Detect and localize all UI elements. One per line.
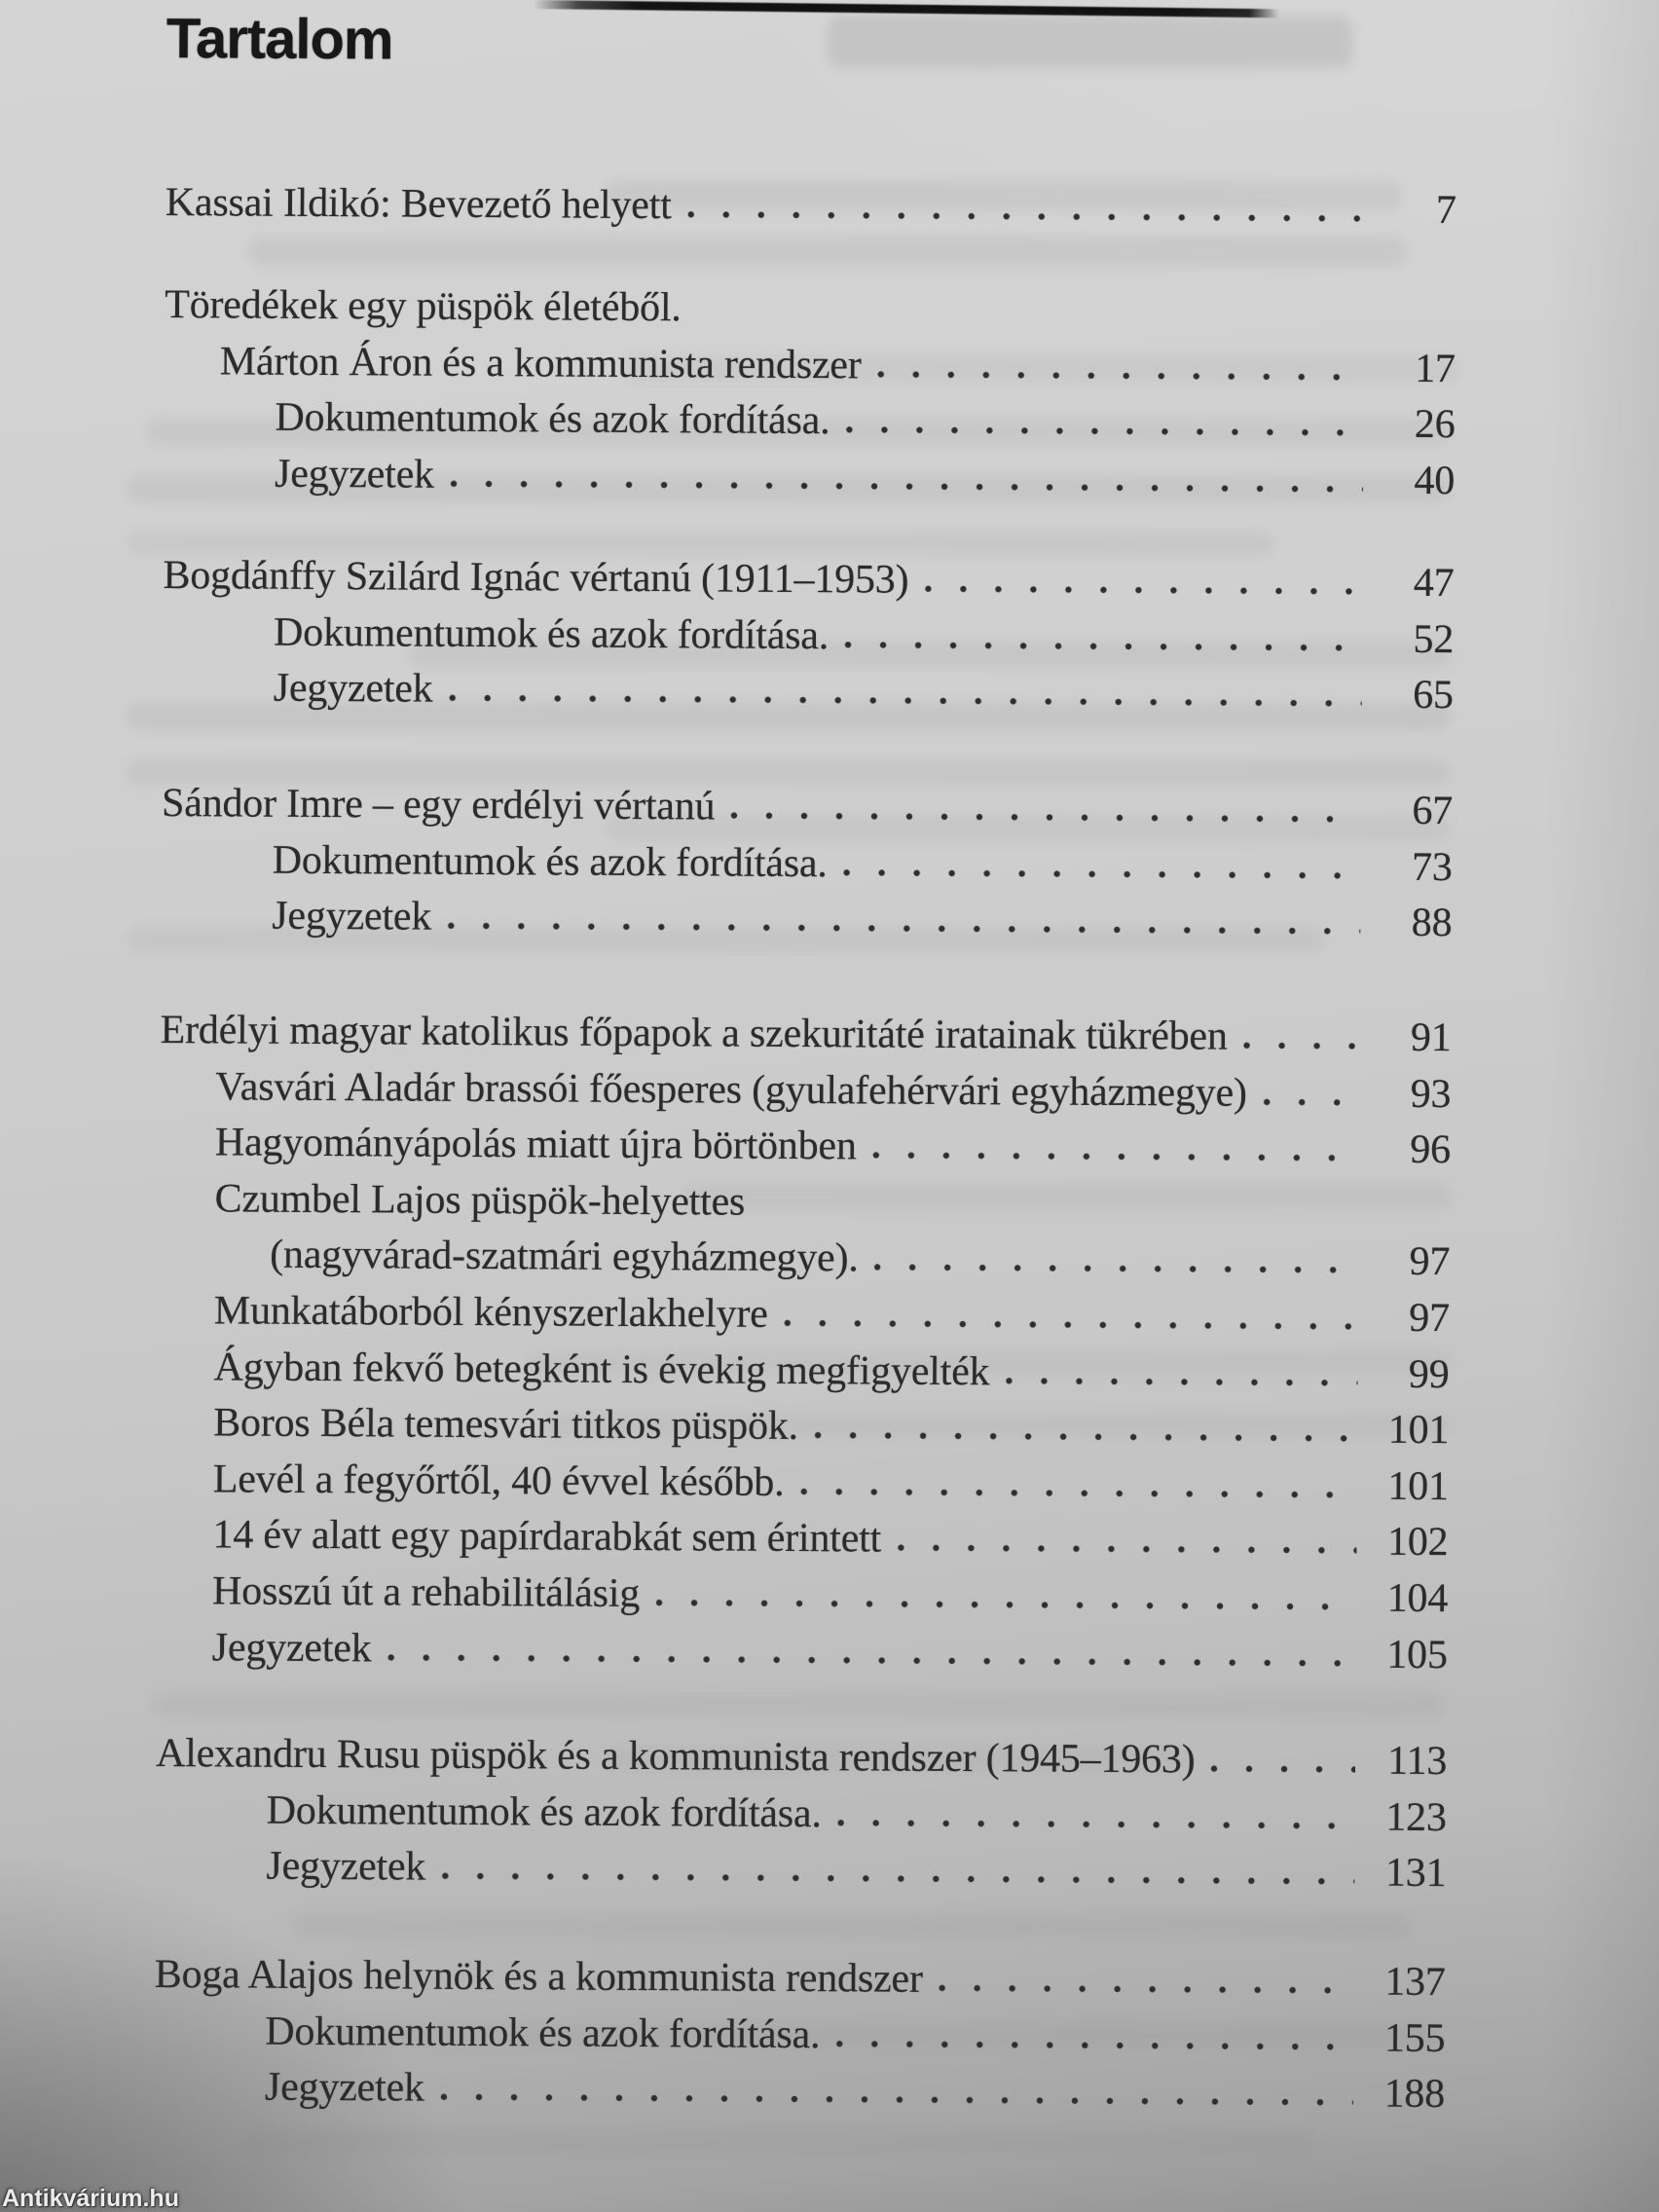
dot-leader	[1243, 1037, 1360, 1051]
toc-page-number: 67	[1412, 788, 1454, 834]
toc-entry	[156, 1726, 1447, 1790]
toc-entry	[212, 1620, 1448, 1683]
dot-leader	[897, 1539, 1356, 1555]
toc-entry	[266, 1839, 1446, 1902]
dot-leader	[450, 475, 1363, 494]
toc-page-number: 131	[1384, 1850, 1447, 1897]
toc-entry-label: 14 év alatt egy papírdarabkát sem érintett	[212, 1512, 882, 1562]
dot-leader	[939, 1979, 1354, 1995]
toc-entry-label: Jegyzetek	[272, 893, 432, 940]
toc-page-number: 47	[1413, 560, 1455, 607]
toc-entry	[214, 1171, 1450, 1235]
page-title: Tartalom	[166, 7, 393, 72]
dot-leader	[872, 1147, 1359, 1162]
toc-page-number: 123	[1385, 1794, 1447, 1840]
toc-entry-label: Jegyzetek	[266, 1843, 426, 1890]
toc-page-number: 96	[1410, 1127, 1452, 1173]
toc-page-number: 188	[1383, 2071, 1446, 2118]
toc-page-number: 17	[1415, 346, 1456, 391]
toc-entry-label: Vasvári Aladár brassói főesperes (gyulafehérvári egyházmegye)	[215, 1063, 1247, 1116]
dot-leader	[440, 2088, 1353, 2107]
toc-entry-label: Jegyzetek	[211, 1624, 372, 1671]
toc-entry	[166, 175, 1456, 240]
toc-page-number: 102	[1386, 1520, 1449, 1566]
toc-page-number: 7	[1435, 187, 1456, 234]
toc-page-number: 101	[1387, 1463, 1449, 1509]
toc-section	[0, 1002, 1654, 1685]
toc-section	[0, 174, 1659, 240]
toc-page-number: 88	[1411, 901, 1453, 946]
dot-leader	[814, 1426, 1357, 1442]
dot-leader	[1005, 1372, 1357, 1386]
toc-page-number: 105	[1386, 1632, 1448, 1677]
toc-entry-label: Jegyzetek	[274, 451, 435, 498]
toc-section	[0, 547, 1657, 725]
toc-entry	[273, 832, 1453, 896]
toc-entry	[220, 334, 1456, 397]
toc-entry-label: Hagyományápolás miatt újra börtönben	[214, 1120, 857, 1169]
toc-entry	[265, 2004, 1445, 2067]
toc-section	[0, 276, 1658, 511]
dot-leader	[1263, 1092, 1360, 1106]
toc-page-number: 99	[1408, 1351, 1450, 1397]
toc-entry-label: Boga Alajos helynök és a kommunista rendszer	[154, 1951, 923, 2002]
toc-entry	[163, 548, 1454, 612]
toc-page-number: 97	[1409, 1239, 1451, 1285]
dot-leader	[784, 1314, 1358, 1331]
toc-entry-label: Bogdánffy Szilárd Ignác vértanú (1911–1953)	[163, 552, 909, 603]
antikvarium-watermark: Antikvárium.hu	[2, 2185, 179, 2212]
toc-page-number: 104	[1386, 1575, 1449, 1622]
toc-entry-label: Jegyzetek	[264, 2064, 424, 2111]
dot-leader	[924, 580, 1362, 596]
toc-section	[0, 1946, 1648, 2124]
toc-entry-label: Levél a fegyőrtől, 40 évvel később.	[212, 1456, 785, 1505]
toc-section	[0, 775, 1655, 953]
toc-entry-label: Márton Áron és a kommunista rendszer	[219, 338, 862, 387]
toc-entry-label: Munkatáborból kényszerlakhelyre	[213, 1288, 768, 1337]
toc-entry	[155, 1947, 1446, 2011]
toc-page-number: 52	[1413, 616, 1455, 662]
toc-entry-label: Jegyzetek	[273, 665, 433, 712]
toc-entry	[275, 446, 1455, 509]
toc-entry-label: Dokumentumok és azok fordítása.	[275, 394, 830, 444]
dot-leader	[799, 1483, 1356, 1498]
toc-section	[0, 1725, 1649, 1903]
toc-entry-label: Dokumentumok és azok fordítása.	[273, 609, 830, 658]
dot-leader	[845, 421, 1363, 436]
dot-leader	[730, 807, 1361, 824]
dot-leader	[447, 917, 1360, 936]
dot-leader	[448, 689, 1361, 708]
dot-leader	[655, 1594, 1356, 1610]
dot-leader	[874, 1259, 1359, 1274]
toc-entry-label: Dokumentumok és azok fordítása.	[266, 1788, 822, 1836]
dot-leader	[844, 636, 1362, 651]
toc-entry-label: Kassai Ildikó: Bevezető helyett	[165, 179, 672, 229]
toc-page-number: 93	[1410, 1071, 1452, 1117]
toc-page-number: 91	[1410, 1014, 1452, 1061]
toc-entry-label: Erdélyi magyar katolikus főpapok a szekuritáté iratainak tükrében	[160, 1007, 1228, 1059]
toc-entry-label: Sándor Imre – egy erdélyi vértanú	[161, 780, 716, 830]
toc-entry	[215, 1059, 1451, 1123]
toc-entry-label: Alexandru Rusu püspök és a kommunista rendszer (1945–1963)	[155, 1730, 1196, 1783]
dot-leader	[387, 1648, 1355, 1667]
toc-entry	[265, 2060, 1445, 2123]
toc-entry-label: Ágyban fekvő betegként is évekig megfigyelték	[213, 1344, 990, 1394]
toc-entry	[160, 1003, 1451, 1067]
dot-leader	[877, 365, 1364, 381]
dot-leader	[843, 864, 1361, 879]
toc-entry	[267, 1783, 1447, 1846]
toc-entry	[212, 1508, 1448, 1571]
dot-leader	[837, 1814, 1355, 1829]
toc-page-number: 73	[1411, 844, 1453, 890]
toc-entry	[213, 1395, 1449, 1458]
toc-page-number: 113	[1387, 1738, 1448, 1785]
toc-page-number: 155	[1383, 2015, 1446, 2061]
toc-page-number: 101	[1387, 1407, 1450, 1454]
toc-entry	[213, 1340, 1449, 1403]
toc-entry	[275, 390, 1455, 454]
toc-entry	[274, 605, 1454, 668]
toc-entry-label: Dokumentumok és azok fordítása.	[272, 837, 828, 886]
toc-entry	[274, 661, 1454, 724]
toc-entry-label: Töredékek egy püspök életéből.	[165, 281, 682, 331]
toc-page-number: 65	[1413, 673, 1454, 719]
toc-entry	[214, 1283, 1450, 1346]
toc-page-number: 26	[1414, 402, 1456, 448]
dot-leader	[441, 1867, 1354, 1886]
toc-entry-label: Czumbel Lajos püspök-helyettes	[214, 1176, 746, 1225]
toc-entry	[165, 277, 1456, 342]
toc-entry	[162, 776, 1453, 840]
toc-page-number: 40	[1414, 458, 1456, 503]
toc-entry	[270, 1228, 1450, 1291]
toc-entry	[212, 1564, 1448, 1627]
toc-entry-label: Dokumentumok és azok fordítása.	[265, 2009, 821, 2057]
toc-entry	[272, 889, 1452, 952]
toc-entry	[215, 1116, 1451, 1179]
toc-page-number: 137	[1384, 1959, 1446, 2006]
toc-entry	[213, 1452, 1449, 1515]
dot-leader	[1210, 1760, 1355, 1774]
toc-entry-label: (nagyvárad-szatmári egyházmegye).	[270, 1233, 859, 1281]
dot-leader	[687, 205, 1365, 222]
toc-entry-label: Boros Béla temesvári titkos püspök.	[213, 1400, 799, 1450]
toc-entry-label: Hosszú út a rehabilitálásig	[211, 1568, 641, 1616]
toc-page-number: 97	[1409, 1295, 1450, 1342]
dot-leader	[835, 2035, 1353, 2050]
